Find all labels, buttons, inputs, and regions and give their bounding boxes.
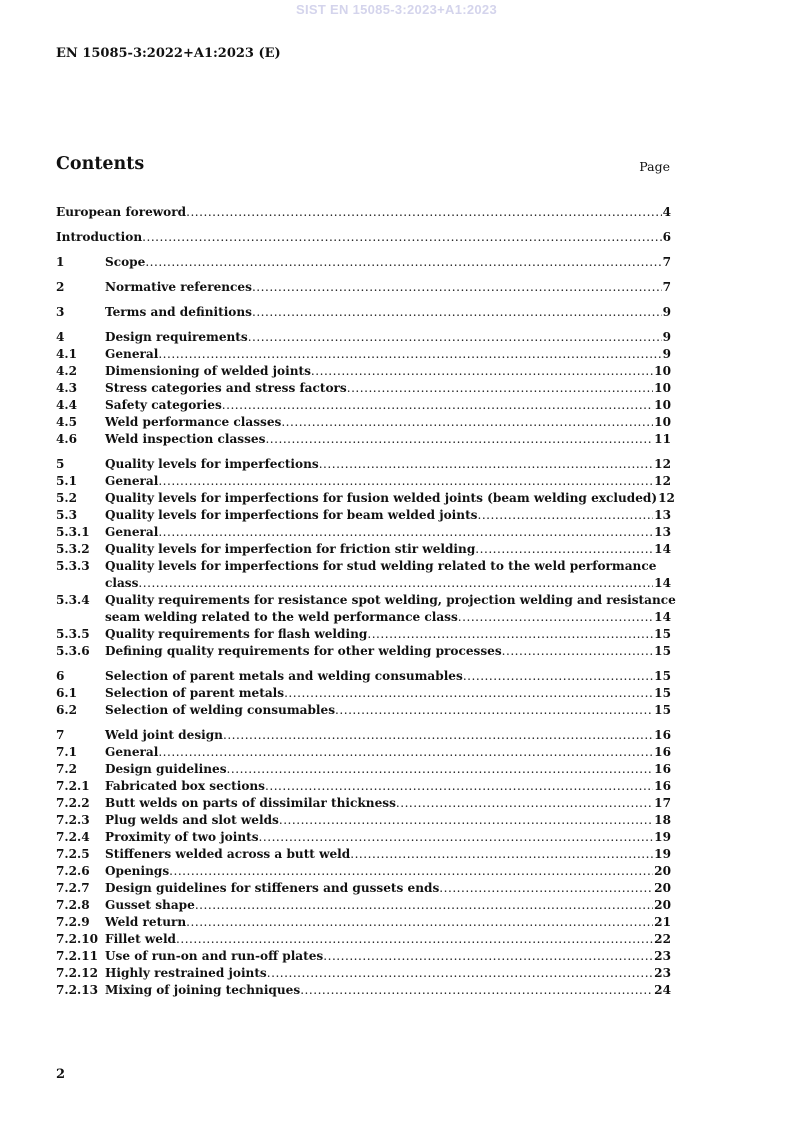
toc-entry-number: 5.3.4 bbox=[56, 593, 90, 607]
toc-dot-leader bbox=[259, 829, 654, 846]
toc-entry-number: 4.4 bbox=[56, 398, 78, 412]
toc-dot-leader bbox=[267, 965, 653, 982]
toc-entry-page: 16 bbox=[654, 728, 671, 742]
toc-entry-page: 24 bbox=[654, 983, 671, 997]
toc-entry[interactable] bbox=[56, 626, 671, 643]
table-of-contents bbox=[56, 204, 676, 999]
toc-entry-title: Fillet weld bbox=[105, 932, 177, 946]
toc-entry-title: Scope bbox=[105, 255, 146, 269]
toc-entry-page: 15 bbox=[654, 644, 671, 658]
toc-entry-title: Quality levels for imperfections for fusion welded joints (beam welding excluded) bbox=[105, 491, 658, 505]
toc-entry-page: 12 bbox=[654, 474, 671, 488]
toc-entry-number: 5.3.6 bbox=[56, 644, 90, 658]
toc-entry-number: 7 bbox=[56, 728, 65, 742]
toc-entry[interactable] bbox=[56, 363, 671, 380]
toc-entry[interactable] bbox=[56, 846, 671, 863]
toc-entry-page: 10 bbox=[654, 415, 671, 429]
toc-entry-title: Design guidelines for stiffeners and gussets ends bbox=[105, 881, 440, 895]
toc-entry[interactable] bbox=[56, 254, 671, 271]
toc-entry-number: 2 bbox=[56, 280, 65, 294]
toc-entry-title: Design guidelines bbox=[105, 762, 227, 776]
toc-entry-page: 22 bbox=[654, 932, 671, 946]
toc-entry-page: 9 bbox=[662, 347, 671, 361]
toc-entry-page: 14 bbox=[654, 542, 671, 556]
toc-entry-title: Normative references bbox=[105, 280, 252, 294]
toc-entry-page: 12 bbox=[654, 457, 671, 471]
toc-dot-leader bbox=[186, 204, 661, 221]
toc-entry-title-continued: seam welding related to the weld performance class bbox=[105, 610, 458, 624]
toc-entry[interactable] bbox=[56, 863, 671, 880]
toc-entry-number: 6 bbox=[56, 669, 65, 683]
toc-entry-title: Selection of parent metals bbox=[105, 686, 285, 700]
toc-entry-title: General bbox=[105, 474, 159, 488]
toc-dot-leader bbox=[477, 507, 653, 524]
toc-entry-number: 7.2.6 bbox=[56, 864, 90, 878]
toc-dot-leader bbox=[281, 414, 653, 431]
toc-entry-title: Quality levels for imperfections bbox=[105, 457, 319, 471]
toc-entry[interactable] bbox=[56, 761, 671, 778]
toc-dot-leader bbox=[323, 948, 653, 965]
toc-entry[interactable] bbox=[56, 914, 671, 931]
toc-entry-title: Openings bbox=[105, 864, 170, 878]
toc-entry-number: 7.2.8 bbox=[56, 898, 90, 912]
toc-dot-leader bbox=[350, 846, 653, 863]
toc-entry-title: Quality requirements for resistance spot welding, projection welding and resistance bbox=[105, 593, 676, 607]
toc-entry-title: Defining quality requirements for other welding processes bbox=[105, 644, 502, 658]
toc-entry-title: Introduction bbox=[56, 230, 143, 244]
toc-entry-title: Selection of parent metals and welding consumables bbox=[105, 669, 463, 683]
toc-dot-leader bbox=[396, 795, 653, 812]
toc-dot-leader bbox=[158, 744, 653, 761]
toc-entry[interactable] bbox=[56, 668, 671, 685]
toc-entry-page: 4 bbox=[662, 205, 671, 219]
toc-entry[interactable] bbox=[56, 812, 671, 829]
toc-entry-page: 10 bbox=[654, 398, 671, 412]
toc-dot-leader bbox=[158, 473, 653, 490]
toc-entry-number: 5.3 bbox=[56, 508, 78, 522]
toc-entry-number: 6.1 bbox=[56, 686, 78, 700]
toc-entry-number: 7.2 bbox=[56, 762, 78, 776]
toc-entry-page: 20 bbox=[654, 898, 671, 912]
toc-dot-leader bbox=[367, 626, 653, 643]
toc-entry[interactable] bbox=[56, 948, 671, 965]
toc-dot-leader bbox=[311, 363, 653, 380]
toc-entry[interactable] bbox=[56, 685, 671, 702]
toc-entry-number: 4 bbox=[56, 330, 65, 344]
toc-entry-page: 14 bbox=[654, 576, 671, 590]
toc-dot-leader bbox=[300, 982, 653, 999]
toc-entry-title: Quality requirements for flash welding bbox=[105, 627, 368, 641]
toc-entry-title: Quality levels for imperfections for beam welded joints bbox=[105, 508, 478, 522]
toc-entry-number: 4.3 bbox=[56, 381, 78, 395]
toc-entry-title: Stress categories and stress factors bbox=[105, 381, 347, 395]
toc-entry-title: Quality levels for imperfections for stud welding related to the weld performance bbox=[105, 559, 657, 573]
toc-entry-page: 12 bbox=[658, 491, 675, 505]
toc-entry[interactable] bbox=[56, 829, 671, 846]
toc-entry-title: Weld performance classes bbox=[105, 415, 282, 429]
toc-entry-number: 4.1 bbox=[56, 347, 78, 361]
contents-title: Contents bbox=[56, 154, 145, 174]
toc-entry[interactable] bbox=[56, 380, 671, 397]
toc-entry-number: 5 bbox=[56, 457, 65, 471]
toc-entry-number: 5.2 bbox=[56, 491, 78, 505]
toc-dot-leader bbox=[158, 346, 661, 363]
toc-entry-page: 7 bbox=[662, 255, 671, 269]
toc-dot-leader bbox=[186, 914, 653, 931]
toc-entry-number: 7.2.1 bbox=[56, 779, 90, 793]
toc-entry[interactable] bbox=[56, 397, 671, 414]
toc-entry[interactable] bbox=[56, 727, 671, 744]
toc-dot-leader bbox=[227, 761, 654, 778]
toc-entry-title: Proximity of two joints bbox=[105, 830, 259, 844]
toc-dot-leader bbox=[142, 229, 661, 246]
watermark-text: SIST EN 15085-3:2023+A1:2023 bbox=[296, 2, 497, 17]
toc-entry[interactable] bbox=[56, 346, 671, 363]
toc-entry-title: General bbox=[105, 347, 159, 361]
toc-dot-leader bbox=[138, 575, 653, 592]
toc-entry[interactable] bbox=[56, 795, 671, 812]
toc-entry-title: Plug welds and slot welds bbox=[105, 813, 279, 827]
toc-dot-leader bbox=[335, 702, 653, 719]
toc-dot-leader bbox=[265, 778, 653, 795]
toc-dot-leader bbox=[347, 380, 653, 397]
toc-entry-page: 9 bbox=[662, 305, 671, 319]
toc-entry-number: 1 bbox=[56, 255, 65, 269]
toc-entry-number: 7.2.13 bbox=[56, 983, 99, 997]
toc-entry-number: 5.3.2 bbox=[56, 542, 90, 556]
toc-entry-page: 18 bbox=[654, 813, 671, 827]
toc-entry[interactable] bbox=[56, 473, 671, 490]
toc-entry-page: 17 bbox=[654, 796, 671, 810]
toc-dot-leader bbox=[319, 456, 653, 473]
toc-dot-leader bbox=[284, 685, 653, 702]
toc-dot-leader bbox=[158, 524, 653, 541]
toc-entry[interactable] bbox=[56, 592, 676, 626]
toc-entry-page: 15 bbox=[654, 703, 671, 717]
toc-entry[interactable] bbox=[56, 880, 671, 897]
toc-entry-page: 15 bbox=[654, 627, 671, 641]
toc-entry-title: Highly restrained joints bbox=[105, 966, 267, 980]
toc-entry-number: 5.3.3 bbox=[56, 559, 90, 573]
toc-entry[interactable] bbox=[56, 558, 671, 592]
toc-entry[interactable] bbox=[56, 279, 671, 296]
toc-entry-page: 19 bbox=[654, 847, 671, 861]
toc-entry[interactable] bbox=[56, 507, 671, 524]
toc-entry-page: 16 bbox=[654, 745, 671, 759]
toc-entry-number: 7.2.11 bbox=[56, 949, 99, 963]
toc-entry[interactable] bbox=[56, 982, 671, 999]
toc-entry-number: 7.2.7 bbox=[56, 881, 90, 895]
toc-entry[interactable] bbox=[56, 778, 671, 795]
toc-entry[interactable] bbox=[56, 414, 671, 431]
toc-dot-leader bbox=[252, 304, 662, 321]
toc-dot-leader bbox=[169, 863, 653, 880]
toc-entry-number: 4.5 bbox=[56, 415, 78, 429]
toc-dot-leader bbox=[145, 254, 661, 271]
toc-entry-page: 13 bbox=[654, 525, 671, 539]
toc-entry-number: 7.2.10 bbox=[56, 932, 99, 946]
toc-entry-title-continued: class bbox=[105, 576, 139, 590]
toc-entry-title: Safety categories bbox=[105, 398, 222, 412]
toc-entry-title: Butt welds on parts of dissimilar thickness bbox=[105, 796, 396, 810]
toc-entry-page: 11 bbox=[654, 432, 671, 446]
toc-entry-page: 16 bbox=[654, 779, 671, 793]
toc-entry-number: 7.2.12 bbox=[56, 966, 99, 980]
toc-entry-title: Weld return bbox=[105, 915, 187, 929]
toc-entry-title: Stiffeners welded across a butt weld bbox=[105, 847, 351, 861]
toc-dot-leader bbox=[458, 609, 653, 626]
toc-entry[interactable] bbox=[56, 643, 671, 660]
toc-entry[interactable] bbox=[56, 931, 671, 948]
toc-entry-number: 5.1 bbox=[56, 474, 78, 488]
toc-entry-title: Mixing of joining techniques bbox=[105, 983, 301, 997]
toc-dot-leader bbox=[463, 668, 653, 685]
toc-entry-page: 16 bbox=[654, 762, 671, 776]
page-number: 2 bbox=[56, 1067, 66, 1082]
toc-entry-number: 3 bbox=[56, 305, 65, 319]
toc-entry[interactable] bbox=[56, 431, 671, 448]
toc-entry[interactable] bbox=[56, 541, 671, 558]
toc-entry[interactable] bbox=[56, 702, 671, 719]
toc-entry-page: 20 bbox=[654, 881, 671, 895]
toc-entry-page: 21 bbox=[654, 915, 671, 929]
toc-entry-number: 6.2 bbox=[56, 703, 78, 717]
toc-entry-page: 15 bbox=[654, 686, 671, 700]
toc-entry-title: General bbox=[105, 745, 159, 759]
toc-dot-leader bbox=[223, 727, 653, 744]
toc-entry-page: 10 bbox=[654, 381, 671, 395]
toc-entry-title: Weld inspection classes bbox=[105, 432, 266, 446]
toc-entry-title: Selection of welding consumables bbox=[105, 703, 336, 717]
toc-entry[interactable] bbox=[56, 204, 671, 221]
toc-entry-page: 10 bbox=[654, 364, 671, 378]
toc-entry[interactable] bbox=[56, 229, 671, 246]
toc-entry-page: 6 bbox=[662, 230, 671, 244]
toc-entry-title: European foreword bbox=[56, 205, 187, 219]
toc-dot-leader bbox=[222, 397, 653, 414]
toc-entry[interactable] bbox=[56, 490, 675, 507]
toc-entry-number: 7.1 bbox=[56, 745, 78, 759]
toc-entry-number: 7.2.9 bbox=[56, 915, 90, 929]
toc-dot-leader bbox=[248, 329, 662, 346]
toc-entry-page: 19 bbox=[654, 830, 671, 844]
toc-entry-page: 15 bbox=[654, 669, 671, 683]
toc-entry[interactable] bbox=[56, 304, 671, 321]
toc-entry-title: General bbox=[105, 525, 159, 539]
toc-entry[interactable] bbox=[56, 524, 671, 541]
toc-entry-number: 4.6 bbox=[56, 432, 78, 446]
toc-dot-leader bbox=[176, 931, 653, 948]
toc-entry-title: Weld joint design bbox=[105, 728, 223, 742]
toc-entry-title: Use of run-on and run-off plates bbox=[105, 949, 324, 963]
toc-entry-number: 5.3.5 bbox=[56, 627, 90, 641]
toc-dot-leader bbox=[502, 643, 654, 660]
toc-entry[interactable] bbox=[56, 965, 671, 982]
toc-entry[interactable] bbox=[56, 744, 671, 761]
page-column-label: Page bbox=[639, 159, 670, 174]
toc-dot-leader bbox=[439, 880, 653, 897]
toc-entry[interactable] bbox=[56, 897, 671, 914]
toc-entry-number: 4.2 bbox=[56, 364, 78, 378]
toc-dot-leader bbox=[279, 812, 653, 829]
toc-dot-leader bbox=[265, 431, 653, 448]
toc-entry-number: 7.2.5 bbox=[56, 847, 90, 861]
toc-dot-leader bbox=[195, 897, 653, 914]
toc-entry-number: 7.2.2 bbox=[56, 796, 90, 810]
toc-entry-title: Fabricated box sections bbox=[105, 779, 265, 793]
document-id-header: EN 15085-3:2022+A1:2023 (E) bbox=[56, 46, 281, 61]
toc-entry[interactable] bbox=[56, 329, 671, 346]
toc-entry-page: 7 bbox=[662, 280, 671, 294]
toc-entry-title: Quality levels for imperfection for friction stir welding bbox=[105, 542, 476, 556]
toc-entry-title: Design requirements bbox=[105, 330, 248, 344]
toc-dot-leader bbox=[252, 279, 662, 296]
toc-entry-page: 13 bbox=[654, 508, 671, 522]
toc-entry-title: Terms and definitions bbox=[105, 305, 252, 319]
toc-entry-number: 7.2.3 bbox=[56, 813, 90, 827]
toc-entry-number: 7.2.4 bbox=[56, 830, 90, 844]
toc-entry-number: 5.3.1 bbox=[56, 525, 90, 539]
toc-dot-leader bbox=[475, 541, 653, 558]
toc-entry-page: 23 bbox=[654, 949, 671, 963]
toc-entry-page: 14 bbox=[654, 610, 671, 624]
toc-entry-page: 9 bbox=[662, 330, 671, 344]
toc-entry-title: Gusset shape bbox=[105, 898, 195, 912]
toc-entry-title: Dimensioning of welded joints bbox=[105, 364, 311, 378]
toc-entry-page: 20 bbox=[654, 864, 671, 878]
toc-entry-page: 23 bbox=[654, 966, 671, 980]
toc-entry[interactable] bbox=[56, 456, 671, 473]
